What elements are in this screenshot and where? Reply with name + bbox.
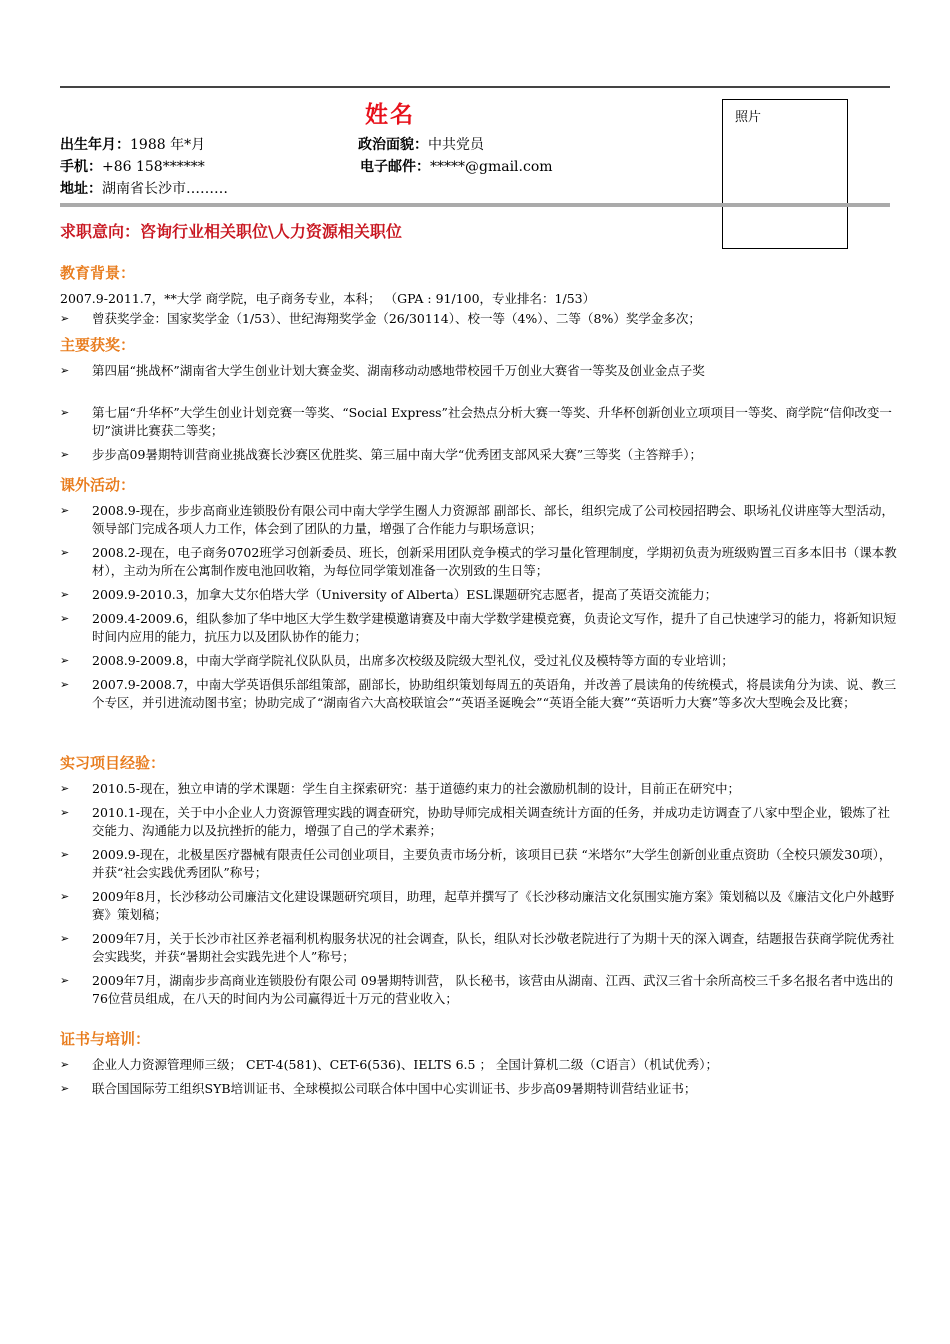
email-label: 电子邮件： — [360, 159, 430, 175]
activities-title: 课外活动： — [60, 476, 136, 494]
address-value: 湖南省长沙市……… — [102, 181, 228, 197]
activities-section — [60, 474, 900, 718]
list-item: ➢ 企业人力资源管理师三级； CET-4(581)、CET-6(536)、IELTS 6.5 ； 全国计算机二级（C语言）（机试优秀）； — [60, 1057, 718, 1072]
email-row — [360, 157, 553, 177]
bullet-arrow-icon: ➢ — [60, 974, 70, 987]
bullet-arrow-icon: ➢ — [60, 654, 70, 667]
politics-value: 中共党员 — [428, 137, 484, 153]
certificates-title: 证书与培训： — [60, 1030, 151, 1048]
address-label: 地址： — [60, 181, 102, 197]
bullet-arrow-icon: ➢ — [60, 588, 70, 601]
divider-rule — [60, 203, 890, 207]
list-item: ➢ 第七届“升华杯”大学生创业计划竞赛一等奖、“Social Express”社会热点分析大赛一等奖、升华杯创新创业立项项目一等奖、商学院“信仰改变一切”演讲比赛获二等奖； — [60, 405, 892, 438]
education-section — [60, 262, 900, 330]
politics-label: 政治面貌： — [358, 137, 428, 153]
address-row — [60, 179, 228, 199]
list-item: ➢ 2009.9-2010.3，加拿大艾尔伯塔大学（University of Alberta）ESL课题研究志愿者，提高了英语交流能力； — [60, 587, 718, 602]
internship-list — [60, 780, 900, 1008]
birth-label: 出生年月： — [60, 137, 130, 153]
certificates-list — [60, 1056, 900, 1098]
awards-list — [60, 362, 900, 464]
education-line: 2007.9-2011.7，**大学 商学院，电子商务专业，本科； （GPA : 91/100，专业排名：1/53） — [60, 291, 596, 306]
bullet-arrow-icon: ➢ — [60, 806, 70, 819]
bullet-arrow-icon: ➢ — [60, 890, 70, 903]
bullet-arrow-icon: ➢ — [60, 448, 70, 461]
bullet-arrow-icon: ➢ — [60, 406, 70, 419]
list-item: ➢ 2010.5-现在，独立申请的学术课题：学生自主探索研究：基于道德约束力的社会激励机制的设计，目前正在研究中； — [60, 781, 740, 796]
job-objective: 求职意向：咨询行业相关职位\人力资源相关职位 — [60, 222, 402, 241]
internship-title: 实习项目经验： — [60, 754, 166, 772]
bullet-arrow-icon: ➢ — [60, 612, 70, 625]
bullet-arrow-icon: ➢ — [60, 546, 70, 559]
list-item: ➢ 联合国国际劳工组织SYB培训证书、全球模拟公司联合体中国中心实训证书、步步高09暑期特训营结业证书； — [60, 1081, 697, 1096]
list-item: ➢ 第四届“挑战杯”湖南省大学生创业计划大赛金奖、湖南移动动感地带校园千万创业大赛省一等奖及创业金点子奖 — [60, 363, 705, 378]
politics-row — [358, 135, 484, 155]
list-item: ➢ 2009.9-现在，北极星医疗器械有限责任公司创业项目，主要负责市场分析，该项目已获 “米塔尔”大学生创新创业重点资助（全校只颁发30项），并获“社会实践优秀团队”称号； — [60, 847, 892, 880]
education-title: 教育背景： — [60, 264, 136, 282]
phone-label: 手机： — [60, 159, 102, 175]
activities-list — [60, 502, 900, 712]
bullet-arrow-icon: ➢ — [60, 782, 70, 795]
candidate-name: 姓名 — [365, 102, 415, 128]
internship-section — [60, 752, 900, 1014]
top-rule — [60, 86, 890, 88]
list-item: ➢ 2008.9-2009.8，中南大学商学院礼仪队队员，出席多次校级及院级大型礼仪，受过礼仪及模特等方面的专业培训； — [60, 653, 734, 668]
email-value: *****@gmail.com — [430, 159, 553, 175]
list-item: ➢ 2008.2-现在，电子商务0702班学习创新委员、班长，创新采用团队竞争模式的学习量化管理制度，学期初负责为班级购置三百多本旧书（课本教材），主动为所在公寓制作废电池回收箱，为每位同学策划准备一次别致的生日等； — [60, 545, 897, 578]
bullet-arrow-icon: ➢ — [60, 1058, 70, 1071]
awards-title: 主要获奖： — [60, 336, 136, 354]
certificates-section — [60, 1028, 900, 1104]
list-item: ➢ 2009年7月，湖南步步高商业连锁股份有限公司 09暑期特训营， 队长秘书，该营由从湖南、江西、武汉三省十余所高校三千多名报名者中选出的76位营员组成，在八天的时间内为公司赢得近十万元的营业收入； — [60, 973, 894, 1006]
bullet-arrow-icon: ➢ — [60, 932, 70, 945]
education-list — [60, 310, 900, 328]
photo-label: 照片 — [735, 110, 762, 125]
list-item: ➢ 步步高09暑期特训营商业挑战赛长沙赛区优胜奖、第三届中南大学“优秀团支部风采大赛”三等奖（主答辩手）； — [60, 447, 702, 462]
birth-row — [60, 135, 205, 155]
list-item: ➢ 2007.9-2008.7，中南大学英语俱乐部组策部，副部长，协助组织策划每周五的英语角，并改善了晨读角的传统模式，将晨读角分为读、说、教三个专区，并引进流动图书室；协助完成了“湖南省六大高校联谊会”“英语圣诞晚会”“英语全能大赛”“英语听力大赛”等多次大型晚会及比赛； — [60, 677, 897, 710]
bullet-arrow-icon: ➢ — [60, 312, 70, 325]
photo-box — [722, 99, 848, 249]
phone-row — [60, 157, 205, 177]
bullet-arrow-icon: ➢ — [60, 848, 70, 861]
list-item: ➢ 曾获奖学金：国家奖学金（1/53）、世纪海翔奖学金（26/30114）、校一等（4%）、二等（8%）奖学金多次； — [60, 311, 701, 326]
awards-section — [60, 334, 900, 470]
birth-value: 1988 年*月 — [130, 137, 206, 153]
list-item: ➢ 2009.4-2009.6，组队参加了华中地区大学生数学建模邀请赛及中南大学数学建模竞赛，负责论文写作，提升了自己快速学习的能力，将新知识短时间内应用的能力，抗压力以及团队协作的能力； — [60, 611, 897, 644]
bullet-arrow-icon: ➢ — [60, 678, 70, 691]
list-item: ➢ 2009年7月，关于长沙市社区养老福利机构服务状况的社会调查，队长，组队对长沙敬老院进行了为期十天的深入调查，结题报告获商学院优秀社会实践奖，并获“暑期社会实践先进个人”称号； — [60, 931, 895, 964]
bullet-arrow-icon: ➢ — [60, 504, 70, 517]
phone-value: +86 158****** — [102, 159, 205, 175]
bullet-arrow-icon: ➢ — [60, 1082, 70, 1095]
list-item: ➢ 2008.9-现在，步步高商业连锁股份有限公司中南大学学生圈人力资源部 副部长、部长，组织完成了公司校园招聘会、职场礼仪讲座等大型活动，领导部门完成各项人力工作，体会到了团队的力量，增强了合作能力与职场意识； — [60, 503, 894, 536]
bullet-arrow-icon: ➢ — [60, 364, 70, 377]
list-item: ➢ 2010.1-现在，关于中小企业人力资源管理实践的调查研究，协助导师完成相关调查统计方面的任务，并成功走访调查了八家中型企业，锻炼了社交能力、沟通能力以及抗挫折的能力，增强了自己的学术素养； — [60, 805, 890, 838]
list-item: ➢ 2009年8月，长沙移动公司廉洁文化建设课题研究项目，助理，起草并撰写了《长沙移动廉洁文化氛围实施方案》策划稿以及《廉洁文化户外越野赛》策划稿； — [60, 889, 895, 922]
